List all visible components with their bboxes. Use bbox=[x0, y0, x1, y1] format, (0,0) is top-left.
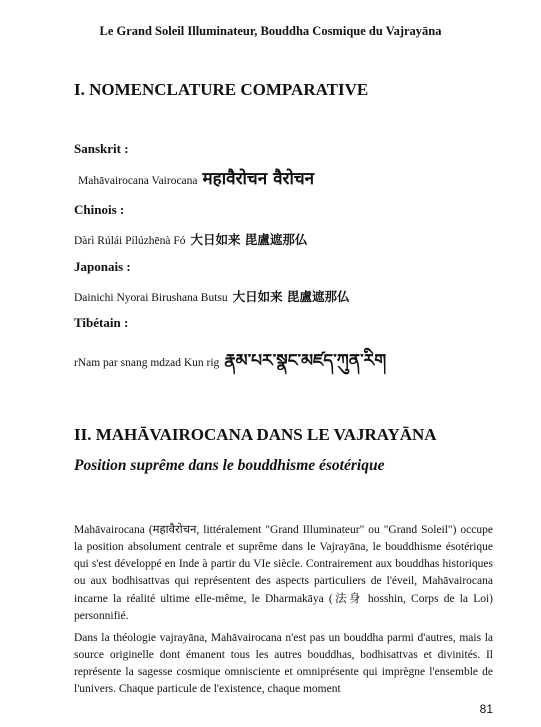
sanskrit-names bbox=[78, 166, 314, 189]
tibetan-romanization: rNam par snang mdzad Kun rig bbox=[74, 357, 220, 369]
running-head: Le Grand Soleil Illuminateur, Bouddha Cosmique du Vajrayāna bbox=[99, 24, 442, 38]
section-1-title: I. NOMENCLATURE COMPARATIVE bbox=[74, 80, 369, 99]
sanskrit-devanagari: महावैरोचन वैरोचन bbox=[202, 169, 315, 189]
paragraph-1 bbox=[74, 521, 493, 625]
para1-part-c: , littéralement "Grand Illuminateur" ou "Grand Soleil") occupe la position absolument centrale et suprême dans le Vajrayāna, le bouddhisme ésotérique qui s'est développé en Inde à partir du VIe siècle. Contrairement aux bouddhas historiques ou aux bodhisattvas qui représentent des aspects particuliers de l'éveil, Mahāvairocana incarne la réalité ultime elle-même, le Dharmakāya ( bbox=[74, 524, 493, 605]
para1-devanagari: महावैरोचन bbox=[152, 522, 197, 536]
chinese-names bbox=[74, 230, 307, 248]
sanskrit-romanization: Mahāvairocana Vairocana bbox=[78, 175, 198, 187]
label-chinese: Chinois : bbox=[74, 202, 125, 217]
chinese-romanization: Dàrì Rúlái Pílúzhēnà Fó bbox=[74, 235, 186, 247]
japanese-romanization: Dainichi Nyorai Birushana Butsu bbox=[74, 292, 228, 304]
label-tibetan: Tibétain : bbox=[74, 315, 129, 330]
paragraph-2: Dans la théologie vajrayāna, Mahāvairocana n'est pas un bouddha parmi d'autres, mais la source originelle dont émanent tous les autres bouddhas, bodhisattvas et divinités. Il représente la sagesse cosmique omnisciente et omniprésente qui imprègne l'ensemble de l'univers. Chaque particule de l'existence, chaque moment bbox=[74, 632, 493, 695]
label-japanese: Japonais : bbox=[74, 259, 131, 274]
japanese-characters: 大日如来 毘盧遮那仏 bbox=[232, 289, 350, 304]
para1-part-e: hosshin, Corps de la Loi) personnifié. bbox=[74, 593, 494, 622]
tibetan-names bbox=[74, 341, 386, 389]
japanese-names bbox=[74, 287, 350, 305]
page-number: 81 bbox=[479, 702, 493, 716]
section-2-subtitle: Position suprême dans le bouddhisme ésotérique bbox=[74, 457, 385, 474]
chinese-characters: 大日如来 毘盧遮那仏 bbox=[190, 232, 308, 247]
para1-part-a: Mahāvairocana ( bbox=[74, 524, 153, 536]
label-sanskrit: Sanskrit : bbox=[74, 141, 129, 156]
para1-kanji: 法身 bbox=[332, 591, 363, 605]
tibetan-script: རྣམ་པར་སྣང་མཛད་ཀུན་རིག bbox=[224, 351, 387, 371]
section-2-title: II. MAHĀVAIROCANA DANS LE VAJRAYĀNA bbox=[74, 425, 437, 444]
